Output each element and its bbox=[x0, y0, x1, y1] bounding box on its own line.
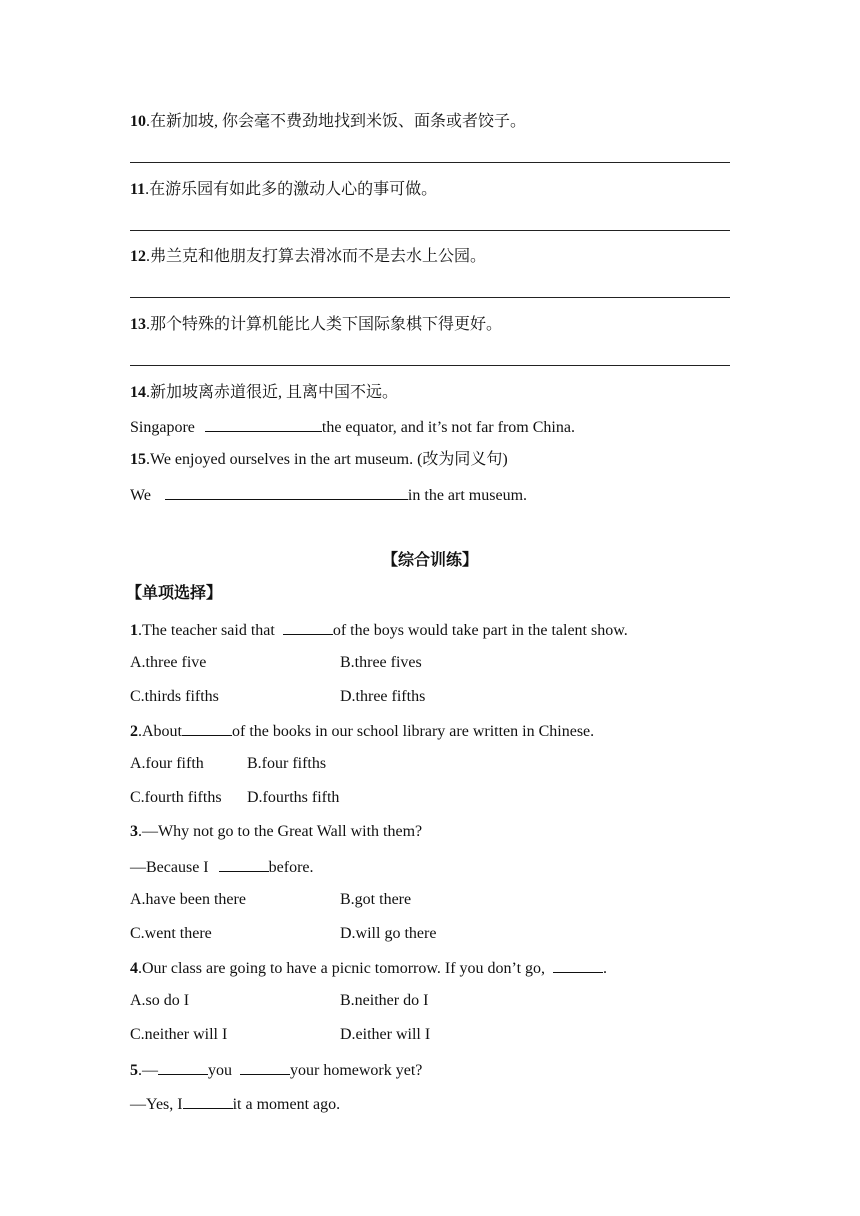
option-a[interactable]: A.so do I bbox=[130, 992, 190, 1009]
option-a[interactable]: A.four fifth bbox=[130, 755, 204, 772]
answer-line-10[interactable] bbox=[130, 162, 730, 163]
question-text: it a moment ago. bbox=[232, 1096, 341, 1113]
fill-suffix: in the art museum. bbox=[407, 487, 528, 504]
fill-prefix: Singapore bbox=[130, 419, 199, 436]
question-number: 1 bbox=[130, 622, 138, 639]
question-13 bbox=[130, 315, 502, 335]
fill-blank[interactable] bbox=[283, 619, 333, 635]
question-text: .在游乐园有如此多的激动人心的事可做。 bbox=[145, 181, 438, 198]
question-text: you bbox=[208, 1062, 236, 1079]
mc-question-5 bbox=[130, 1059, 422, 1081]
option-d[interactable]: D.fourths fifth bbox=[247, 789, 340, 806]
question-text: .新加坡离赤道很近, 且离中国不远。 bbox=[146, 384, 399, 401]
question-text: .The teacher said that bbox=[138, 622, 279, 639]
option-a[interactable]: A.have been there bbox=[130, 891, 246, 908]
fill-blank[interactable] bbox=[165, 484, 408, 500]
question-text: . bbox=[603, 960, 608, 977]
question-number: 3 bbox=[130, 823, 138, 840]
fill-blank[interactable] bbox=[205, 416, 322, 432]
fill-blank[interactable] bbox=[553, 957, 603, 973]
section-title: 【综合训练】 bbox=[381, 552, 478, 569]
question-text: .—Why not go to the Great Wall with them? bbox=[138, 823, 423, 840]
question-text: before. bbox=[268, 859, 314, 876]
option-d[interactable]: D.will go there bbox=[340, 925, 437, 942]
fill-blank[interactable] bbox=[182, 720, 232, 736]
option-a[interactable]: A.three five bbox=[130, 654, 207, 671]
option-c[interactable]: C.went there bbox=[130, 925, 212, 942]
option-c[interactable]: C.thirds fifths bbox=[130, 688, 219, 705]
answer-line-11[interactable] bbox=[130, 230, 730, 231]
question-text: .那个特殊的计算机能比人类下国际象棋下得更好。 bbox=[146, 316, 503, 333]
mc-question-5-reply bbox=[130, 1093, 340, 1115]
fill-prefix: We bbox=[130, 487, 155, 504]
option-c[interactable]: C.fourth fifths bbox=[130, 789, 222, 806]
question-text: —Yes, I bbox=[130, 1096, 183, 1113]
answer-line-12[interactable] bbox=[130, 297, 730, 298]
question-text: .在新加坡, 你会毫不费劲地找到米饭、面条或者饺子。 bbox=[146, 113, 527, 130]
question-15-fill bbox=[130, 484, 527, 506]
question-14-fill bbox=[130, 416, 575, 438]
question-12 bbox=[130, 247, 486, 267]
question-text: .Our class are going to have a picnic tomorrow. If you don’t go, bbox=[138, 960, 550, 977]
option-c[interactable]: C.neither will I bbox=[130, 1026, 228, 1043]
option-d[interactable]: D.three fifths bbox=[340, 688, 426, 705]
option-b[interactable]: B.got there bbox=[340, 891, 412, 908]
fill-blank[interactable] bbox=[219, 856, 269, 872]
question-number: 13 bbox=[130, 316, 146, 333]
fill-blank[interactable] bbox=[158, 1059, 208, 1075]
fill-suffix: the equator, and it’s not far from China. bbox=[321, 419, 575, 436]
question-10 bbox=[130, 112, 526, 132]
subsection-title: 【单项选择】 bbox=[126, 585, 223, 602]
question-text: of the boys would take part in the talent show. bbox=[332, 622, 628, 639]
question-number: 2 bbox=[130, 723, 138, 740]
mc-question-4 bbox=[130, 957, 607, 979]
question-text: .— bbox=[138, 1062, 158, 1079]
question-text: .弗兰克和他朋友打算去滑冰而不是去水上公园。 bbox=[146, 248, 487, 265]
question-text: .We enjoyed ourselves in the art museum. (改为同义句) bbox=[146, 451, 508, 468]
mc-question-3 bbox=[130, 822, 422, 842]
mc-question-2 bbox=[130, 720, 594, 742]
question-text: of the books in our school library are written in Chinese. bbox=[232, 723, 595, 740]
option-b[interactable]: B.neither do I bbox=[340, 992, 429, 1009]
mc-question-1 bbox=[130, 619, 628, 641]
question-11 bbox=[130, 180, 437, 200]
fill-blank[interactable] bbox=[240, 1059, 290, 1075]
question-number: 10 bbox=[130, 113, 146, 130]
question-number: 11 bbox=[130, 181, 146, 198]
mc-question-3-reply bbox=[130, 856, 314, 878]
question-text: your homework yet? bbox=[290, 1062, 423, 1079]
option-b[interactable]: B.four fifths bbox=[247, 755, 327, 772]
answer-line-13[interactable] bbox=[130, 365, 730, 366]
question-text: —Because I bbox=[130, 859, 213, 876]
fill-blank[interactable] bbox=[183, 1093, 233, 1109]
question-number: 5 bbox=[130, 1062, 138, 1079]
option-d[interactable]: D.either will I bbox=[340, 1026, 431, 1043]
question-number: 15 bbox=[130, 451, 146, 468]
question-number: 14 bbox=[130, 384, 146, 401]
option-b[interactable]: B.three fives bbox=[340, 654, 422, 671]
question-14 bbox=[130, 383, 398, 403]
question-15 bbox=[130, 450, 508, 470]
question-number: 4 bbox=[130, 960, 138, 977]
question-text: .About bbox=[138, 723, 182, 740]
question-number: 12 bbox=[130, 248, 146, 265]
